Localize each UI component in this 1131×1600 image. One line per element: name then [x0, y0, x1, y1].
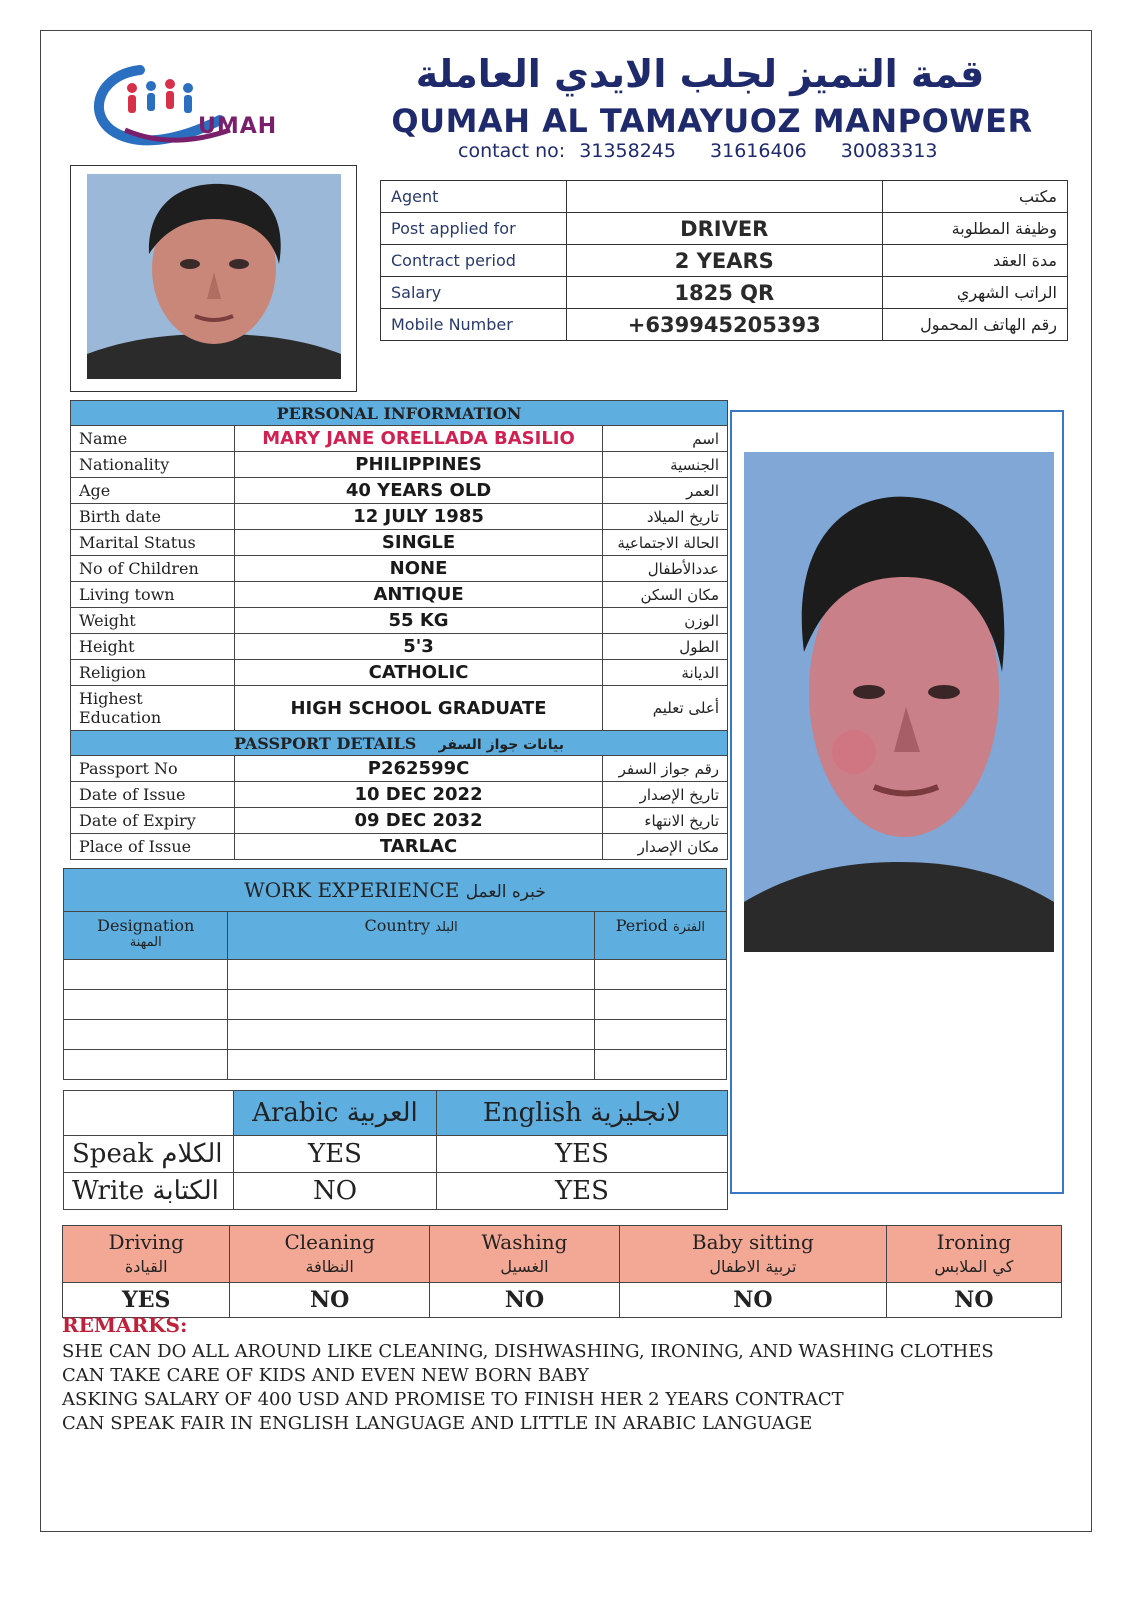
row-label: Date of Expiry	[71, 808, 235, 834]
row-label-arabic: الحالة الاجتماعية	[602, 530, 727, 556]
post-label: Post applied for	[381, 213, 567, 245]
work-experience-heading	[64, 869, 727, 912]
speak-english-value: YES	[437, 1136, 728, 1173]
row-label-arabic: مكان السكن	[602, 582, 727, 608]
row-label: Passport No	[71, 756, 235, 782]
salary-value: 1825 QR	[566, 277, 882, 309]
row-label: Highest Education	[71, 686, 235, 731]
write-label: Write الكتابة	[64, 1173, 234, 1210]
skill-header-cleaning	[230, 1226, 430, 1283]
table-row	[71, 582, 728, 608]
table-row	[381, 181, 1068, 213]
period-column-header	[594, 912, 726, 960]
skills-table	[62, 1225, 1062, 1318]
place-of-issue-value: TARLAC	[235, 834, 602, 860]
living-town-value: ANTIQUE	[235, 582, 602, 608]
designation-label-arabic: المهنة	[129, 935, 162, 950]
skill-header-ironing	[886, 1226, 1061, 1283]
work-experience-table	[63, 868, 727, 1080]
table-row	[64, 1050, 727, 1080]
table-row	[64, 960, 727, 990]
table-row	[71, 504, 728, 530]
name-value: MARY JANE ORELLADA BASILIO	[235, 426, 602, 452]
country-label-arabic: البلد	[435, 920, 458, 935]
post-value: DRIVER	[566, 213, 882, 245]
row-label: Nationality	[71, 452, 235, 478]
children-value: NONE	[235, 556, 602, 582]
table-row	[71, 756, 728, 782]
skill-name: Driving	[108, 1230, 184, 1254]
row-label: Height	[71, 634, 235, 660]
skill-value-cleaning: NO	[230, 1283, 430, 1318]
company-title-english: QUMAH AL TAMAYUOZ MANPOWER	[391, 102, 1033, 140]
skill-value-ironing: NO	[886, 1283, 1061, 1318]
work-experience-title-arabic: خبره العمل	[465, 882, 546, 902]
table-row	[71, 426, 728, 452]
country-label: Country	[364, 916, 431, 935]
country-column-header	[228, 912, 594, 960]
salary-label-arabic: الراتب الشهري	[882, 277, 1067, 309]
contract-value: 2 YEARS	[566, 245, 882, 277]
mobile-label: Mobile Number	[381, 309, 567, 341]
remark-line: CAN TAKE CARE OF KIDS AND EVEN NEW BORN BABY	[62, 1365, 589, 1386]
skill-name-arabic: النظافة	[305, 1257, 354, 1276]
remark-line: ASKING SALARY OF 400 USD AND PROMISE TO FINISH HER 2 YEARS CONTRACT	[62, 1389, 844, 1410]
contract-label-arabic: مدة العقد	[882, 245, 1067, 277]
row-label-arabic: تاريخ الميلاد	[602, 504, 727, 530]
passport-heading-arabic: بيانات جواز السفر	[438, 736, 564, 753]
write-english-value: YES	[437, 1173, 728, 1210]
company-logo	[80, 50, 310, 160]
skill-name-arabic: كي الملابس	[934, 1257, 1014, 1276]
period-label: Period	[615, 916, 668, 935]
age-value: 40 YEARS OLD	[235, 478, 602, 504]
contract-label: Contract period	[381, 245, 567, 277]
designation-column-header	[64, 912, 228, 960]
speak-label: Speak الكلام	[64, 1136, 234, 1173]
skill-header-baby-sitting	[619, 1226, 886, 1283]
row-label-arabic: الوزن	[602, 608, 727, 634]
row-label: Age	[71, 478, 235, 504]
remark-line: SHE CAN DO ALL AROUND LIKE CLEANING, DISHWASHING, IRONING, AND WASHING CLOTHES	[62, 1341, 994, 1362]
table-row	[381, 277, 1068, 309]
row-label-arabic: الجنسية	[602, 452, 727, 478]
contact-label: contact no:	[458, 140, 566, 162]
table-row	[381, 213, 1068, 245]
row-label-arabic: أعلى تعليم	[602, 686, 727, 731]
applicant-photo-small	[70, 165, 357, 392]
skill-name: Cleaning	[284, 1230, 375, 1254]
designation-label: Designation	[97, 916, 195, 935]
skill-name-arabic: الغسيل	[500, 1257, 549, 1276]
agent-label: Agent	[381, 181, 567, 213]
remark-line: CAN SPEAK FAIR IN ENGLISH LANGUAGE AND LITTLE IN ARABIC LANGUAGE	[62, 1413, 813, 1434]
speak-arabic-value: YES	[234, 1136, 437, 1173]
agent-value	[566, 181, 882, 213]
table-row	[71, 608, 728, 634]
contact-number: 31358245	[579, 140, 676, 162]
agent-label-arabic: مكتب	[882, 181, 1067, 213]
weight-value: 55 KG	[235, 608, 602, 634]
portrait-image	[744, 452, 1054, 952]
row-label: Name	[71, 426, 235, 452]
skill-name: Washing	[481, 1230, 568, 1254]
skill-value-baby-sitting: NO	[619, 1283, 886, 1318]
mobile-label-arabic: رقم الهاتف المحمول	[882, 309, 1067, 341]
skill-name: Ironing	[936, 1230, 1012, 1254]
skill-name-arabic: تربية الاطفال	[709, 1257, 797, 1276]
religion-value: CATHOLIC	[235, 660, 602, 686]
row-label: Religion	[71, 660, 235, 686]
passport-heading	[71, 731, 728, 756]
skill-value-driving: YES	[63, 1283, 230, 1318]
post-label-arabic: وظيفة المطلوبة	[882, 213, 1067, 245]
company-title-arabic: قمة التميز لجلب الايدي العاملة	[415, 52, 985, 96]
row-label-arabic: تاريخ الإصدار	[602, 782, 727, 808]
nationality-value: PHILIPPINES	[235, 452, 602, 478]
marital-status-value: SINGLE	[235, 530, 602, 556]
personal-info-heading: PERSONAL INFORMATION	[71, 401, 728, 426]
skill-name-arabic: القيادة	[124, 1257, 168, 1276]
row-label-arabic: مكان الإصدار	[602, 834, 727, 860]
row-label-arabic: رقم جواز السفر	[602, 756, 727, 782]
row-label: No of Children	[71, 556, 235, 582]
issue-date-value: 10 DEC 2022	[235, 782, 602, 808]
table-row	[381, 309, 1068, 341]
row-label: Living town	[71, 582, 235, 608]
period-label-arabic: الفترة	[672, 920, 706, 935]
passport-heading-text: PASSPORT DETAILS	[234, 733, 417, 753]
portrait-image	[87, 174, 341, 379]
application-table	[380, 180, 1068, 341]
passport-no-value: P262599C	[235, 756, 602, 782]
personal-info-table	[70, 400, 728, 860]
education-value: HIGH SCHOOL GRADUATE	[235, 686, 602, 731]
height-value: 5'3	[235, 634, 602, 660]
salary-label: Salary	[381, 277, 567, 309]
logo-text: UMAH	[198, 114, 278, 139]
table-row	[71, 634, 728, 660]
skill-header-washing	[429, 1226, 619, 1283]
table-row	[71, 556, 728, 582]
table-row	[71, 478, 728, 504]
english-column-header: English لانجليزية	[437, 1091, 728, 1136]
table-row	[64, 1136, 728, 1173]
table-row	[64, 990, 727, 1020]
row-label: Place of Issue	[71, 834, 235, 860]
table-row	[71, 808, 728, 834]
row-label: Marital Status	[71, 530, 235, 556]
row-label: Birth date	[71, 504, 235, 530]
row-label-arabic: الطول	[602, 634, 727, 660]
table-row	[381, 245, 1068, 277]
table-row	[71, 834, 728, 860]
table-row	[64, 1173, 728, 1210]
row-label: Weight	[71, 608, 235, 634]
language-corner-cell	[64, 1091, 234, 1136]
birth-date-value: 12 JULY 1985	[235, 504, 602, 530]
table-row	[71, 530, 728, 556]
table-row	[71, 452, 728, 478]
arabic-column-header: Arabic العربية	[234, 1091, 437, 1136]
row-label-arabic: اسم	[602, 426, 727, 452]
mobile-value: +639945205393	[566, 309, 882, 341]
row-label-arabic: عددالأطفال	[602, 556, 727, 582]
table-row	[71, 782, 728, 808]
contact-number: 31616406	[710, 140, 807, 162]
work-experience-title: WORK EXPERIENCE	[244, 878, 460, 902]
table-row	[71, 660, 728, 686]
skill-value-washing: NO	[429, 1283, 619, 1318]
remarks-heading: REMARKS:	[62, 1313, 188, 1337]
write-arabic-value: NO	[234, 1173, 437, 1210]
row-label-arabic: الديانة	[602, 660, 727, 686]
table-row	[63, 1283, 1062, 1318]
language-table	[63, 1090, 728, 1210]
table-row	[71, 686, 728, 731]
contact-number: 30083313	[840, 140, 938, 162]
skill-name: Baby sitting	[691, 1230, 814, 1254]
expiry-date-value: 09 DEC 2032	[235, 808, 602, 834]
row-label-arabic: العمر	[602, 478, 727, 504]
contact-line	[458, 140, 1058, 162]
remarks-body	[62, 1340, 994, 1436]
row-label: Date of Issue	[71, 782, 235, 808]
table-row	[64, 1020, 727, 1050]
skill-header-driving	[63, 1226, 230, 1283]
row-label-arabic: تاريخ الانتهاء	[602, 808, 727, 834]
applicant-photo-large	[730, 410, 1064, 1194]
